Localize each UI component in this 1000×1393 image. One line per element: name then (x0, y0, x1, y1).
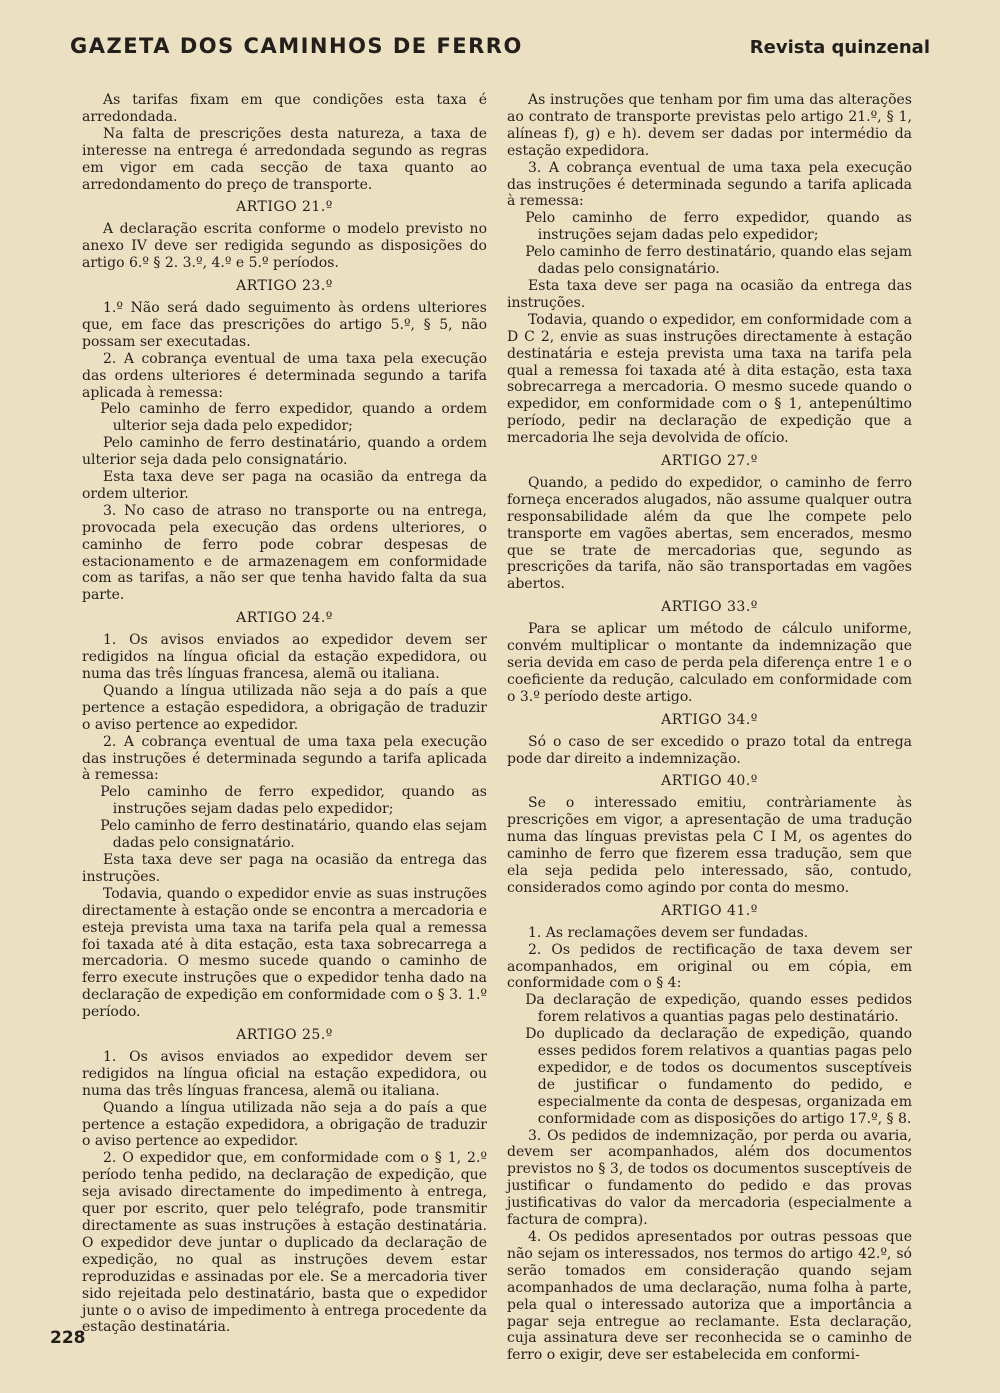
page-header (70, 34, 930, 58)
paragraph: 3. Os pedidos de indemnização, por perda ou avaria, devem ser acompanhados, além dos documentos previstos no § 3, de todos os documentos susceptíveis de justificar o fundamento do pedido e das provas justificativas do valor da mercadoria (especialmente a factura de compra). (507, 1127, 912, 1229)
paragraph: Pelo caminho de ferro destinatário, quando elas sejam dadas pelo consignatário. (525, 244, 912, 278)
paragraph: 2. O expedidor que, em conformidade com o § 1, 2.º período tenha pedido, na declaração de expedição, que seja avisado directamente do impedimento à entrega, quer por escrito, quer pelo telégrafo, pode transmitir directamente as suas instruções à estação destinatária. O expedidor deve juntar o duplicado da declaração de expedição, no qual as instruções devem estar reproduzidas e assinadas por ele. Se a mercadoria tiver sido rejeitada pelo destinatário, basta que o expedidor junte o o aviso de impedimento à entrega procedente da estação destinatária. (82, 1150, 487, 1336)
paragraph: 3. No caso de atraso no transporte ou na entrega, provocada pela execução das ordens ulteriores, o caminho de ferro pode cobrar despesas de estacionamento e de armazenagem em conformidade com as tarifas, a não ser que tenha havido falta da sua parte. (82, 502, 487, 604)
paragraph: Pelo caminho de ferro destinatário, quando a ordem ulterior seja dada pelo consignatário. (82, 435, 487, 469)
paragraph: Pelo caminho de ferro expedidor, quando as instruções sejam dadas pelo expedidor; (525, 210, 912, 244)
paragraph: 4. Os pedidos apresentados por outras pessoas que não sejam os interessados, nos termos do artigo 42.º, só serão tomados em consideração quando sejam acompanhados de uma declaração, numa folha à parte, pela qual o interessado autoriza que a importância a pagar seja entregue ao reclamante. Esta declaração, cuja assinatura deve ser reconhecida se o caminho de ferro o exigir, deve ser estabelecida em conformi- (507, 1229, 912, 1364)
article-heading: ARTIGO 34.º (661, 711, 758, 728)
paragraph: 1.º Não será dado seguimento às ordens ulteriores que, em face das prescrições do artigo 5.º, § 5, não possam ser executadas. (82, 299, 487, 350)
left-column (82, 92, 487, 1336)
paragraph: 2. A cobrança eventual de uma taxa pela execução das ordens ulteriores é determinada segundo a tarifa aplicada à remessa: (82, 350, 487, 401)
paragraph: Esta taxa deve ser paga na ocasião da entrega das instruções. (507, 277, 912, 311)
paragraph: Da declaração de expedição, quando esses pedidos forem relativos a quantias pagas pelo destinatário. (525, 992, 912, 1026)
right-column (507, 92, 912, 1364)
paragraph: Do duplicado da declaração de expedição, quando esses pedidos forem relativos a quantias pagas pelo expedidor, e de todos os documentos susceptíveis de justificar o fundamento do pedido, e especialmente da conta de despesas, organizada em conformidade com as disposições do artigo 17.º, § 8. (525, 1026, 912, 1127)
paragraph: Quando a língua utilizada não seja a do país a que pertence a estação expedidora, a obrigação de traduzir o aviso pertence ao expedidor. (82, 1099, 487, 1150)
paragraph: Se o interessado emitiu, contràriamente às prescrições em vigor, a apresentação de uma tradução numa das línguas previstas pela C I M, os agentes do caminho de ferro que fizerem essa tradução, sem que ela seja pedida pelo interessado, são, contudo, considerados como agindo por conta do mesmo. (507, 795, 912, 896)
paragraph: 1. As reclamações devem ser fundadas. (528, 924, 809, 941)
paragraph: Na falta de prescrições desta natureza, a taxa de interesse na entrega é arredondada segundo as regras em vigor em cada secção de taxa quanto ao arredondamento do preço de transporte. (82, 125, 487, 193)
article-heading: ARTIGO 40.º (661, 773, 758, 790)
paragraph: Pelo caminho de ferro expedidor, quando as instruções sejam dadas pelo expedidor; (100, 784, 487, 818)
paragraph: As tarifas fixam em que condições esta taxa é arredondada. (82, 92, 487, 125)
paragraph: Esta taxa deve ser paga na ocasião da entrega das instruções. (82, 851, 487, 885)
paragraph: Quando a língua utilizada não seja a do país a que pertence a estação espedidora, a obrigação de traduzir o aviso pertence ao expedidor. (82, 682, 487, 733)
article-heading: ARTIGO 24.º (236, 610, 333, 627)
page-number: 228 (50, 1328, 86, 1348)
paragraph: 1. Os avisos enviados ao expedidor devem ser redigidos na língua oficial na estação expedidora, ou numa das três línguas francesa, alemã ou italiana. (82, 1048, 487, 1099)
article-heading: ARTIGO 41.º (661, 902, 758, 919)
paragraph: Pelo caminho de ferro expedidor, quando a ordem ulterior seja dada pelo expedidor; (100, 401, 487, 435)
paragraph: Quando, a pedido do expedidor, o caminho de ferro forneça encerados alugados, não assume qualquer outra responsabilidade além da que lhe compete pelo transporte em vagões abertas, sem encerados, mesmo que se trate de mercadorias que, segundo as prescrições da tarifa, não são transportadas em vagões abertos. (507, 474, 912, 593)
paragraph: 2. A cobrança eventual de uma taxa pela execução das instruções é determinada segundo a tarifa aplicada à remessa: (82, 733, 487, 784)
article-heading: ARTIGO 25.º (236, 1027, 333, 1044)
paragraph: 2. Os pedidos de rectificação de taxa devem ser acompanhados, em original ou em cópia, em conformidade com o § 4: (507, 941, 912, 992)
article-heading: ARTIGO 27.º (661, 453, 758, 470)
journal-title: GAZETA DOS CAMINHOS DE FERRO (70, 34, 523, 58)
article-heading: ARTIGO 23.º (236, 278, 333, 295)
paragraph: Para se aplicar um método de cálculo uniforme, convém multiplicar o montante da indemnização que seria devida em caso de perda pela diferença entre 1 e o coeficiente da redução, calculado em conformidade com o 3.º período deste artigo. (507, 621, 912, 705)
paragraph: Todavia, quando o expedidor, em conformidade com a D C 2, envie as suas instruções directamente à estação destinatária e esteja prevista uma taxa na tarifa pela qual a remessa foi taxada até à dita estação, esta taxa sobrecarrega a mercadoria. O mesmo sucede quando o expedidor, em conformidade com o § 1, antepenúltimo período, pedir na declaração de expedição que a mercadoria lhe seja devolvida de ofício. (507, 311, 912, 447)
paragraph: A declaração escrita conforme o modelo previsto no anexo IV deve ser redigida segundo as disposições do artigo 6.º § 2. 3.º, 4.º e 5.º períodos. (82, 221, 487, 272)
journal-subtitle: Revista quinzenal (749, 37, 930, 58)
article-heading: ARTIGO 21.º (236, 199, 333, 216)
paragraph: 3. A cobrança eventual de uma taxa pela execução das instruções é determinada segundo a tarifa aplicada à remessa: (507, 159, 912, 210)
paragraph: Esta taxa deve ser paga na ocasião da entrega da ordem ulterior. (82, 469, 487, 502)
paragraph: Todavia, quando o expedidor envie as suas instruções directamente à estação onde se encontra a mercadoria e esteja prevista uma taxa na tarifa pela qual a remessa foi taxada até à dita estação, esta taxa sobrecarrega a mercadoria. O mesmo sucede quando o caminho de ferro execute instruções que o expedidor tenha dado na declaração de expedição em conformidade com o § 3. 1.º período. (82, 885, 487, 1021)
paragraph: 1. Os avisos enviados ao expedidor devem ser redigidos na língua oficial da estação expedidora, ou numa das três línguas francesa, alemã ou italiana. (82, 632, 487, 682)
paragraph: Pelo caminho de ferro destinatário, quando elas sejam dadas pelo consignatário. (100, 818, 487, 852)
paragraph: Só o caso de ser excedido o prazo total da entrega pode dar direito a indemnização. (507, 733, 912, 767)
article-heading: ARTIGO 33.º (661, 599, 758, 616)
paragraph: As instruções que tenham por fim uma das alterações ao contrato de transporte previstas pelo artigo 21.º, § 1, alíneas f), g) e h). devem ser dadas por intermédio da estação expedidora. (507, 92, 912, 159)
